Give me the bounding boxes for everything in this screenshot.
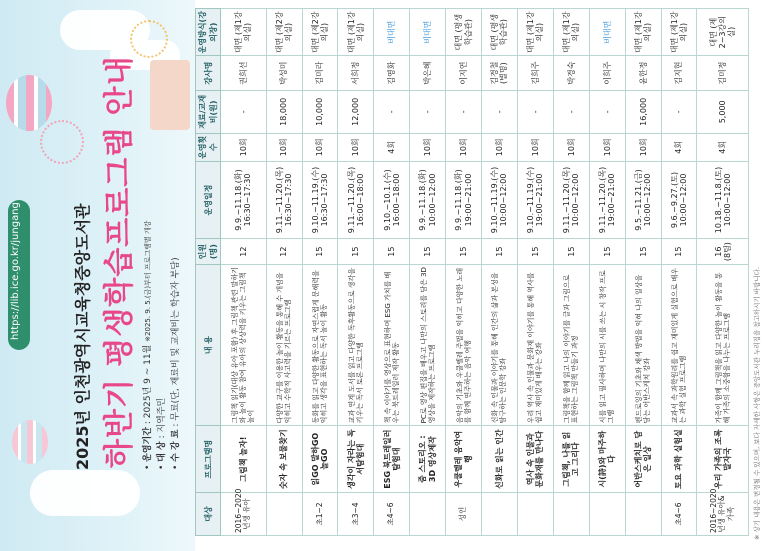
header-content: 내 용 — [196, 265, 221, 426]
schedule-cell: 9.6.~9.27.(토) 10:00~12:00 — [661, 161, 697, 238]
mode-cell: 대면 (평생학습관) — [482, 9, 518, 56]
schedule-cell: 9.11.~11.20.(목) 16:00~18:00 — [338, 161, 374, 238]
period-value: 2025년 9 ~ 11월 — [143, 344, 153, 419]
mode-cell: 대면 (제2강의실) — [302, 9, 338, 56]
count-cell: 15 — [338, 239, 374, 265]
target-label: 대 상 — [157, 441, 167, 462]
mode-cell: 대면 (제2강의실) — [266, 9, 302, 56]
header-times: 운영횟수 — [196, 133, 221, 161]
times-cell: 10회 — [553, 133, 589, 161]
schedule-cell: 9.11.~11.20.(목) 19:00~21:00 — [589, 161, 625, 238]
teacher-cell: 김지현 — [661, 56, 697, 90]
program-name-cell: 숫자 속 보물찾기 — [266, 426, 302, 493]
content-cell: 신화 속 인물과 이야기를 통해 인간의 삶과 본성을 탐구하는 인문학 강좌 — [482, 265, 518, 426]
times-cell: 10회 — [482, 133, 518, 161]
table-row — [697, 9, 749, 536]
header-target: 대상 — [196, 492, 221, 535]
fee-cell: - — [661, 90, 697, 133]
header-schedule: 운영일정 — [196, 161, 221, 238]
target-cell — [589, 492, 625, 535]
fee-cell: - — [374, 90, 410, 133]
teacher-cell: 권희선 — [221, 56, 267, 90]
fee-info: • 수 강 료 : 무료(단, 재료비 및 교재비는 학습자 부담) — [171, 257, 181, 470]
table-row — [221, 9, 267, 536]
teacher-cell: 서희정 — [338, 56, 374, 90]
header-fee: 재료/교재비(원) — [196, 90, 221, 133]
header-program: 프로그램명 — [196, 426, 221, 493]
content-cell: 다양한 교구를 이용한 놀이 활동을 통해 수 개념을 익히고 수학적 사고력을 기르는 프로그램 — [266, 265, 302, 426]
count-cell: 15 — [410, 239, 446, 265]
schedule-cell: 9.10.~11.19.(수) 19:00~21:00 — [517, 161, 553, 238]
table-row — [374, 9, 410, 536]
target-cell — [410, 492, 446, 535]
times-cell: 10회 — [517, 133, 553, 161]
count-cell: 15 — [446, 239, 482, 265]
mode-cell: 비대면 — [374, 9, 410, 56]
program-name-cell: 신화로 읽는 인간 — [482, 426, 518, 493]
page-title: 하반기 평생학습프로그램 안내 — [102, 55, 137, 468]
program-name-cell: 역사 속 인물과 문화재를 만나다 — [517, 426, 553, 493]
content-cell: 책 속 이야기를 영상으로 표현하며 ESG 가치를 배우는 북트레일러 제작 활동 — [374, 265, 410, 426]
target-cell: 초1~2 — [302, 492, 338, 535]
mode-cell: 대면 (제2~3강의실) — [697, 9, 749, 56]
table-row — [446, 9, 482, 536]
times-cell: 4회 — [374, 133, 410, 161]
count-cell: 15 — [374, 239, 410, 265]
teacher-cell: 이희주 — [589, 56, 625, 90]
target-cell: 성인 — [446, 492, 482, 535]
times-cell: 4회 — [697, 133, 749, 161]
times-cell: 10회 — [266, 133, 302, 161]
hot-air-balloon-icon — [12, 420, 48, 464]
count-cell: 12 — [221, 239, 267, 265]
target-value: 지역주민 — [157, 397, 167, 433]
content-cell: PC로 영상 편집을 배우고 나만의 스토리를 담은 3D 영상을 제작하는 프로그램 — [410, 265, 446, 426]
mode-cell: 대면 (제1강의실) — [553, 9, 589, 56]
table-row — [482, 9, 518, 536]
fee-cell: - — [446, 90, 482, 133]
program-name-cell: 읽GO 말하GO 놀GO — [302, 426, 338, 493]
target-cell — [625, 492, 661, 535]
program-name-cell: 생각이 자라는 독서탐험대 — [338, 426, 374, 493]
target-cell: 2016~2020년생 유아&가족 — [697, 492, 749, 535]
program-name-cell: 어반스케치로 담은 일상 — [625, 426, 661, 493]
content-cell: 그림책을 함께 읽고 나의 이야기를 글과 그림으로 표현하는 그림책 만들기 과정 — [553, 265, 589, 426]
target-cell — [553, 492, 589, 535]
mode-cell: 대면 (평생학습관) — [446, 9, 482, 56]
times-cell: 10회 — [302, 133, 338, 161]
schedule-cell: 9.10.~11.19.(수) 10:00~12:00 — [482, 161, 518, 238]
content-cell: 교과 연계 도서를 읽고 다양한 독후활동으로 생각을 키우는 독서 토론 프로그램 — [338, 265, 374, 426]
times-cell: 10회 — [625, 133, 661, 161]
content-cell: 교과서 속 과학원리를 쉽고 재미있게 실험으로 배우는 과학 실험 프로그램 — [661, 265, 697, 426]
header-teacher: 강사명 — [196, 56, 221, 90]
program-name-cell: 토요 과학 실험실 — [661, 426, 697, 493]
count-cell: 15 — [625, 239, 661, 265]
fee-cell: - — [410, 90, 446, 133]
teacher-cell: 김경철(별명) — [482, 56, 518, 90]
fee-cell: 10,000 — [302, 90, 338, 133]
mode-cell: 대면 (제1강의실) — [517, 9, 553, 56]
count-cell: 15 — [553, 239, 589, 265]
program-name-cell: 우쿨렐레 음악여행 — [446, 426, 482, 493]
table-row — [338, 9, 374, 536]
period-info: • 운영기간 : 2025년 9 ~ 11월 ※2025. 9. 5.(금)부터 프로그램별 개강 — [143, 220, 153, 470]
content-cell: 그림책 읽기(대상 유아 포함) 후 그림책 관련 말하기와 놀이 활동 참여 유아의 상상력을 키우는 그림책 놀이 — [221, 265, 267, 426]
mode-cell: 대면 (제1강의실) — [625, 9, 661, 56]
program-name-cell: 시(詩)와 마주하다 — [589, 426, 625, 493]
target-cell — [482, 492, 518, 535]
program-name-cell: 그림책, 나를 읽고 그리다 — [553, 426, 589, 493]
fee-cell: - — [517, 90, 553, 133]
count-cell: 15 — [661, 239, 697, 265]
content-cell: 음악의 기초와 우쿨렐레 주법을 익히고 다양한 노래를 함께 연주하는 음악 여행 — [446, 265, 482, 426]
fee-cell: 16,000 — [625, 90, 661, 133]
header-mode: 운영방식(강의장) — [196, 9, 221, 56]
schedule-cell: 9.11.~11.20.(목) 10:00~12:00 — [553, 161, 589, 238]
count-cell: 15 — [589, 239, 625, 265]
table-row — [266, 9, 302, 536]
schedule-cell: 9.5.~11.21.(금) 10:00~12:00 — [625, 161, 661, 238]
fee-cell: 5,000 — [697, 90, 749, 133]
firework-icon — [130, 20, 168, 58]
target-info: • 대 상 : 지역주민 — [157, 397, 167, 470]
table-body — [221, 9, 749, 536]
content-cell: 시를 읽고 필사하며 나만의 시를 쓰는 시 창작 프로그램 — [589, 265, 625, 426]
program-name-cell: ESG 북트레일러 탐험대 — [374, 426, 410, 493]
fee-cell: - — [482, 90, 518, 133]
period-label: 운영기간 — [143, 427, 153, 462]
teacher-cell: 박성미 — [266, 56, 302, 90]
program-name-cell: 줌 스토리오 : 3D 영상제작 — [410, 426, 446, 493]
content-cell: 동화를 읽고 다양한 활동으로 자연스럽게 문해력을 익히고 생각을 표현하는 독서 놀이 활동 — [302, 265, 338, 426]
castle-icon — [150, 60, 190, 130]
firework-icon — [40, 120, 84, 164]
mode-cell: 비대면 — [589, 9, 625, 56]
header-count: 인원(명) — [196, 239, 221, 265]
table-row — [661, 9, 697, 536]
table-row — [553, 9, 589, 536]
target-cell: 2016~2020년생 유아 — [221, 492, 267, 535]
schedule-cell: 9.11.~11.20.(목) 16:30~17:30 — [266, 161, 302, 238]
times-cell: 4회 — [661, 133, 697, 161]
count-cell: 15 — [517, 239, 553, 265]
table-row — [302, 9, 338, 536]
teacher-cell: 박은혜 — [410, 56, 446, 90]
table-row — [589, 9, 625, 536]
count-cell: 12 — [266, 239, 302, 265]
fee-cell: 12,000 — [338, 90, 374, 133]
table-row — [410, 9, 446, 536]
times-cell: 10회 — [589, 133, 625, 161]
mode-cell: 대면 (제1강의실) — [338, 9, 374, 56]
fee-label: 수 강 료 — [171, 429, 181, 462]
footnote: ※ 상기 내용은 변경될 수 있으며, 보다 자세한 사항은 중앙도서관 누리집을 참고하시기 바랍니다. — [753, 267, 761, 540]
count-cell: 16 (8팀) — [697, 239, 749, 265]
teacher-cell: 김미정 — [697, 56, 749, 90]
times-cell: 10회 — [446, 133, 482, 161]
times-cell: 10회 — [410, 133, 446, 161]
table-row — [625, 9, 661, 536]
teacher-cell: 김미라 — [302, 56, 338, 90]
mode-cell: 대면 (제1강의실) — [661, 9, 697, 56]
teacher-cell: 박경숙 — [553, 56, 589, 90]
period-note: ※2025. 9. 5.(금)부터 프로그램별 개강 — [144, 220, 152, 342]
teacher-cell: 이지연 — [446, 56, 482, 90]
content-cell: 펜드로잉의 기초와 채색 방법을 익혀 나의 일상을 담는 어반스케치 강좌 — [625, 265, 661, 426]
fee-cell: - — [553, 90, 589, 133]
fee-cell: - — [589, 90, 625, 133]
program-table — [195, 8, 749, 536]
count-cell: 15 — [302, 239, 338, 265]
teacher-cell: 김영화 — [374, 56, 410, 90]
hot-air-balloon-icon — [6, 75, 52, 131]
schedule-cell: 9.9.~11.18.(화) 10:00~12:00 — [410, 161, 446, 238]
mode-cell: 대면 (제1강의실) — [221, 9, 267, 56]
schedule-cell: 9.10.~10.1.(수) 16:00~18:00 — [374, 161, 410, 238]
target-cell: 초3~4 — [338, 492, 374, 535]
schedule-cell: 9.9.~11.18.(화) 16:30~17:30 — [221, 161, 267, 238]
target-cell — [517, 492, 553, 535]
fee-value: 무료(단, 재료비 및 교재비는 학습자 부담) — [171, 257, 181, 421]
table-row — [517, 9, 553, 536]
content-cell: 가족이 함께 그림책을 읽고 다양한 놀이 활동을 통해 가족의 소중함을 나누는 프로그램 — [697, 265, 749, 426]
decorative-header-panel — [0, 0, 195, 551]
times-cell: 10회 — [338, 133, 374, 161]
cloud-icon — [30, 470, 140, 516]
fee-cell: - — [221, 90, 267, 133]
target-cell — [266, 492, 302, 535]
count-cell: 15 — [482, 239, 518, 265]
program-table-wrapper — [195, 8, 749, 536]
table-header-row — [196, 9, 221, 536]
library-url[interactable]: https://lib.ice.go.kr/jungang — [10, 202, 21, 340]
schedule-cell: 9.10.~11.19.(수) 16:30~17:30 — [302, 161, 338, 238]
times-cell: 10회 — [221, 133, 267, 161]
content-cell: 우리 역사 속 인물과 문화재 이야기를 통해 역사를 쉽고 재미있게 배우는 강좌 — [517, 265, 553, 426]
fee-cell: 18,000 — [266, 90, 302, 133]
target-cell: 초4~6 — [661, 492, 697, 535]
page-subtitle: 2025년 인천광역시교육청중앙도서관 — [73, 203, 92, 470]
schedule-cell: 9.9.~11.18.(화) 19:00~21:00 — [446, 161, 482, 238]
program-name-cell: 그림책 놀자! — [221, 426, 267, 493]
schedule-cell: 10.18.~11.8.(토) 10:00~12:00 — [697, 161, 749, 238]
mode-cell: 비대면 — [410, 9, 446, 56]
teacher-cell: 윤한정 — [625, 56, 661, 90]
program-name-cell: 우리 가족의 조록말자국 — [697, 426, 749, 493]
target-cell: 초4~6 — [374, 492, 410, 535]
teacher-cell: 김희주 — [517, 56, 553, 90]
